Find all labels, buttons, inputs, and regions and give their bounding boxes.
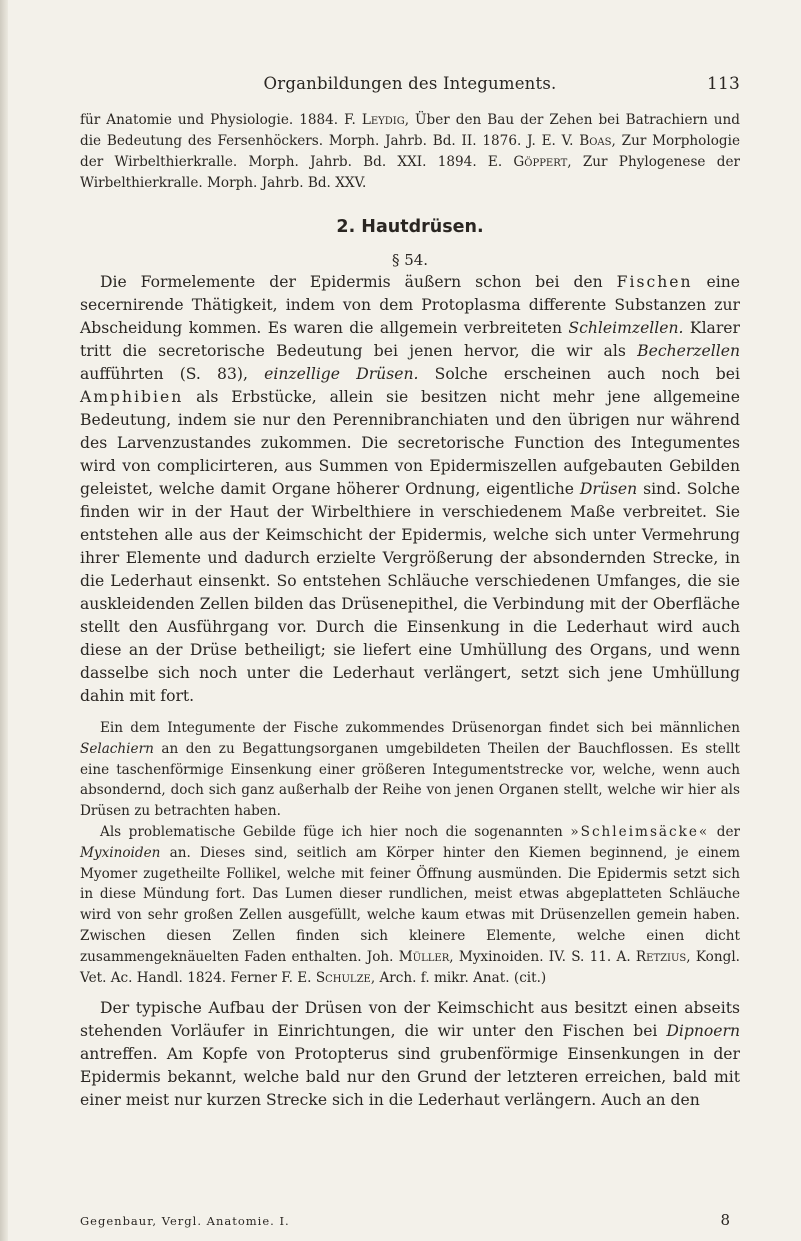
ref-author: Boas xyxy=(579,133,612,149)
italic-term: Selachiern xyxy=(80,740,154,757)
running-header xyxy=(80,74,740,96)
signature-mark: 8 xyxy=(720,1211,730,1229)
italic-term: einzellige Drüsen. xyxy=(264,365,419,383)
ref-author: Retzius xyxy=(635,948,687,965)
italic-term: Drüsen xyxy=(579,480,638,498)
section-heading: 2. Hautdrüsen. xyxy=(336,217,484,237)
ref-text: , Über den Bau der Zehen bei Batrachiern und die Bedeutung des Fersenhöckers. Morph. Jahrb. Bd. II. 1876. J. E. V. xyxy=(80,112,740,149)
small-print-paragraph-2 xyxy=(80,822,740,988)
body-paragraph-2 xyxy=(80,997,740,1112)
text-run: Als problematische Gebilde füge ich hier noch die sogenannten xyxy=(100,823,571,840)
text-run: der xyxy=(709,823,740,840)
body-paragraph-1 xyxy=(80,271,740,708)
text-run: an den zu Begattungsorganen umgebildeten Theilen der Bauchflossen. Es stellt eine taschenförmige Einsenkung einer größeren Integumentstrecke vor, welche, wenn auch absondernd, doch sich ganz außerhalb der Reihe von jenen Organen stellt, welche wir hier als Drüsen zu betrachten haben. xyxy=(80,740,740,820)
text-run: , Myxinoiden. IV. S. 11. A. xyxy=(449,948,636,965)
italic-term: Dipnoern xyxy=(666,1022,740,1041)
ref-text: , Zur Phylogenese der Wirbelthierkralle. Morph. Jahrb. Bd. XXV. xyxy=(80,154,740,191)
text-run: Ein dem Integumente der Fische zukommendes Drüsenorgan findet sich bei männlichen xyxy=(100,720,740,736)
ref-author: Müller xyxy=(398,948,450,965)
ref-author: Göppert xyxy=(513,154,568,170)
text-run: Klarer tritt die secretorische Bedeutung bei jenen hervor, die wir als xyxy=(80,319,740,360)
binding-edge xyxy=(0,0,8,1241)
text-run: Solche erscheinen auch noch bei xyxy=(418,365,741,383)
italic-term: Schleimzellen. xyxy=(568,319,684,337)
text-run: Der typische Aufbau der Drüsen von der Keimschicht aus besitzt einen abseits stehenden Vorläufer in Einrichtungen, die wir unter den Fischen bei xyxy=(80,999,740,1041)
text-run: aufführten (S. 83), xyxy=(80,365,265,383)
references-continued xyxy=(80,110,740,194)
text-run: , Arch. f. mikr. Anat. (cit.) xyxy=(370,969,547,986)
paragraph-number: § 54. xyxy=(391,251,429,269)
ref-text: , Zur Morphologie der Wirbelthierkralle. Morph. Jahrb. Bd. XXI. 1894. E. xyxy=(80,133,740,170)
running-title: Organbildungen des Integuments. xyxy=(263,74,557,93)
spaced-term: »Schleimsäcke« xyxy=(570,823,710,840)
page-footer xyxy=(80,1211,740,1232)
text-run: an. Dieses sind, seitlich am Körper hinter den Kiemen beginnend, je einem Myomer zugetheilte Follikel, welche mit feiner Öffnung ausmünden. Die Epidermis setzt sich in diese Mündung fort. Das Lumen dieser rundlichen, meist etwas abgeplatteten Schläuche wird von sehr großen Zellen ausgefüllt, welche kaum etwas mit Drüsenzellen gemein haben. Zwischen diesen Zellen finden sich kleinere Elemente, welche einen dicht zusammengeknäuelten Faden enthalten. Joh. xyxy=(80,844,740,965)
text-run: als Erbstücke, allein sie besitzen nicht mehr jene allgemeine Bedeutung, indem sie nur den Perennibranchiaten und den übrigen nur während des Larvenzustandes zukommen. Die secretorische Function des Integumentes wird von complicirteren, aus Summen von Epidermiszellen aufgebauten Gebilden geleistet, welche damit Organe höherer Ordnung, eigentliche xyxy=(80,388,740,498)
text-run: antreffen. Am Kopfe von Protopterus sind grubenförmige Einsenkungen in der Epidermis bekannt, welche bald nur den Grund der letzteren erreichen, bald mit einer meist nur kurzen Strecke sich in die Lederhaut verlängern. Auch an den xyxy=(80,1045,740,1110)
spaced-term: Fischen xyxy=(616,273,693,291)
text-run: sind. Solche finden wir in der Haut der Wirbelthiere in verschiedenem Maße verbreitet. Sie entstehen alle aus der Keimschicht der Epidermis, welche sich unter Vermehrung ihrer Elemente und dadurch erzielte Vergrößerung der absondernden Strecke, in die Lederhaut einsenkt. So entstehen Schläuche verschiedenen Umfanges, die sie auskleidenden Zellen bilden das Drüsenepithel, die Verbindung mit der Oberfläche stellt den Ausführgang vor. Durch die Einsenkung in die Lederhaut wird auch diese an der Drüse betheiligt; sie liefert eine Umhüllung des Organs, und wenn dasselbe sich noch unter die Lederhaut verlängert, setzt sich jene Umhüllung dahin mit fort. xyxy=(80,480,740,705)
small-print-paragraph-1 xyxy=(80,718,740,822)
text-run: , Kongl. Vet. Ac. Handl. 1824. Ferner F. E. xyxy=(80,948,740,986)
imprint-line: Gegenbaur, Vergl. Anatomie. I. xyxy=(80,1214,290,1228)
text-run: eine secernirende Thätigkeit, indem von dem Protoplasma differente Substanzen zur Abscheidung kommen. Es waren die allgemein verbreiteten xyxy=(80,273,740,337)
ref-author: Schulze xyxy=(315,969,371,986)
ref-text: für Anatomie und Physiologie. 1884. F. xyxy=(80,112,362,128)
italic-term: Myxinoiden xyxy=(80,844,161,861)
page-number: 113 xyxy=(706,74,740,94)
page-content xyxy=(80,110,740,1112)
spaced-term: Amphibien xyxy=(80,388,184,406)
italic-term: Becherzellen xyxy=(637,342,740,360)
text-run: Die Formelemente der Epidermis äußern schon bei den xyxy=(100,273,617,291)
ref-author: Leydig xyxy=(361,112,405,128)
